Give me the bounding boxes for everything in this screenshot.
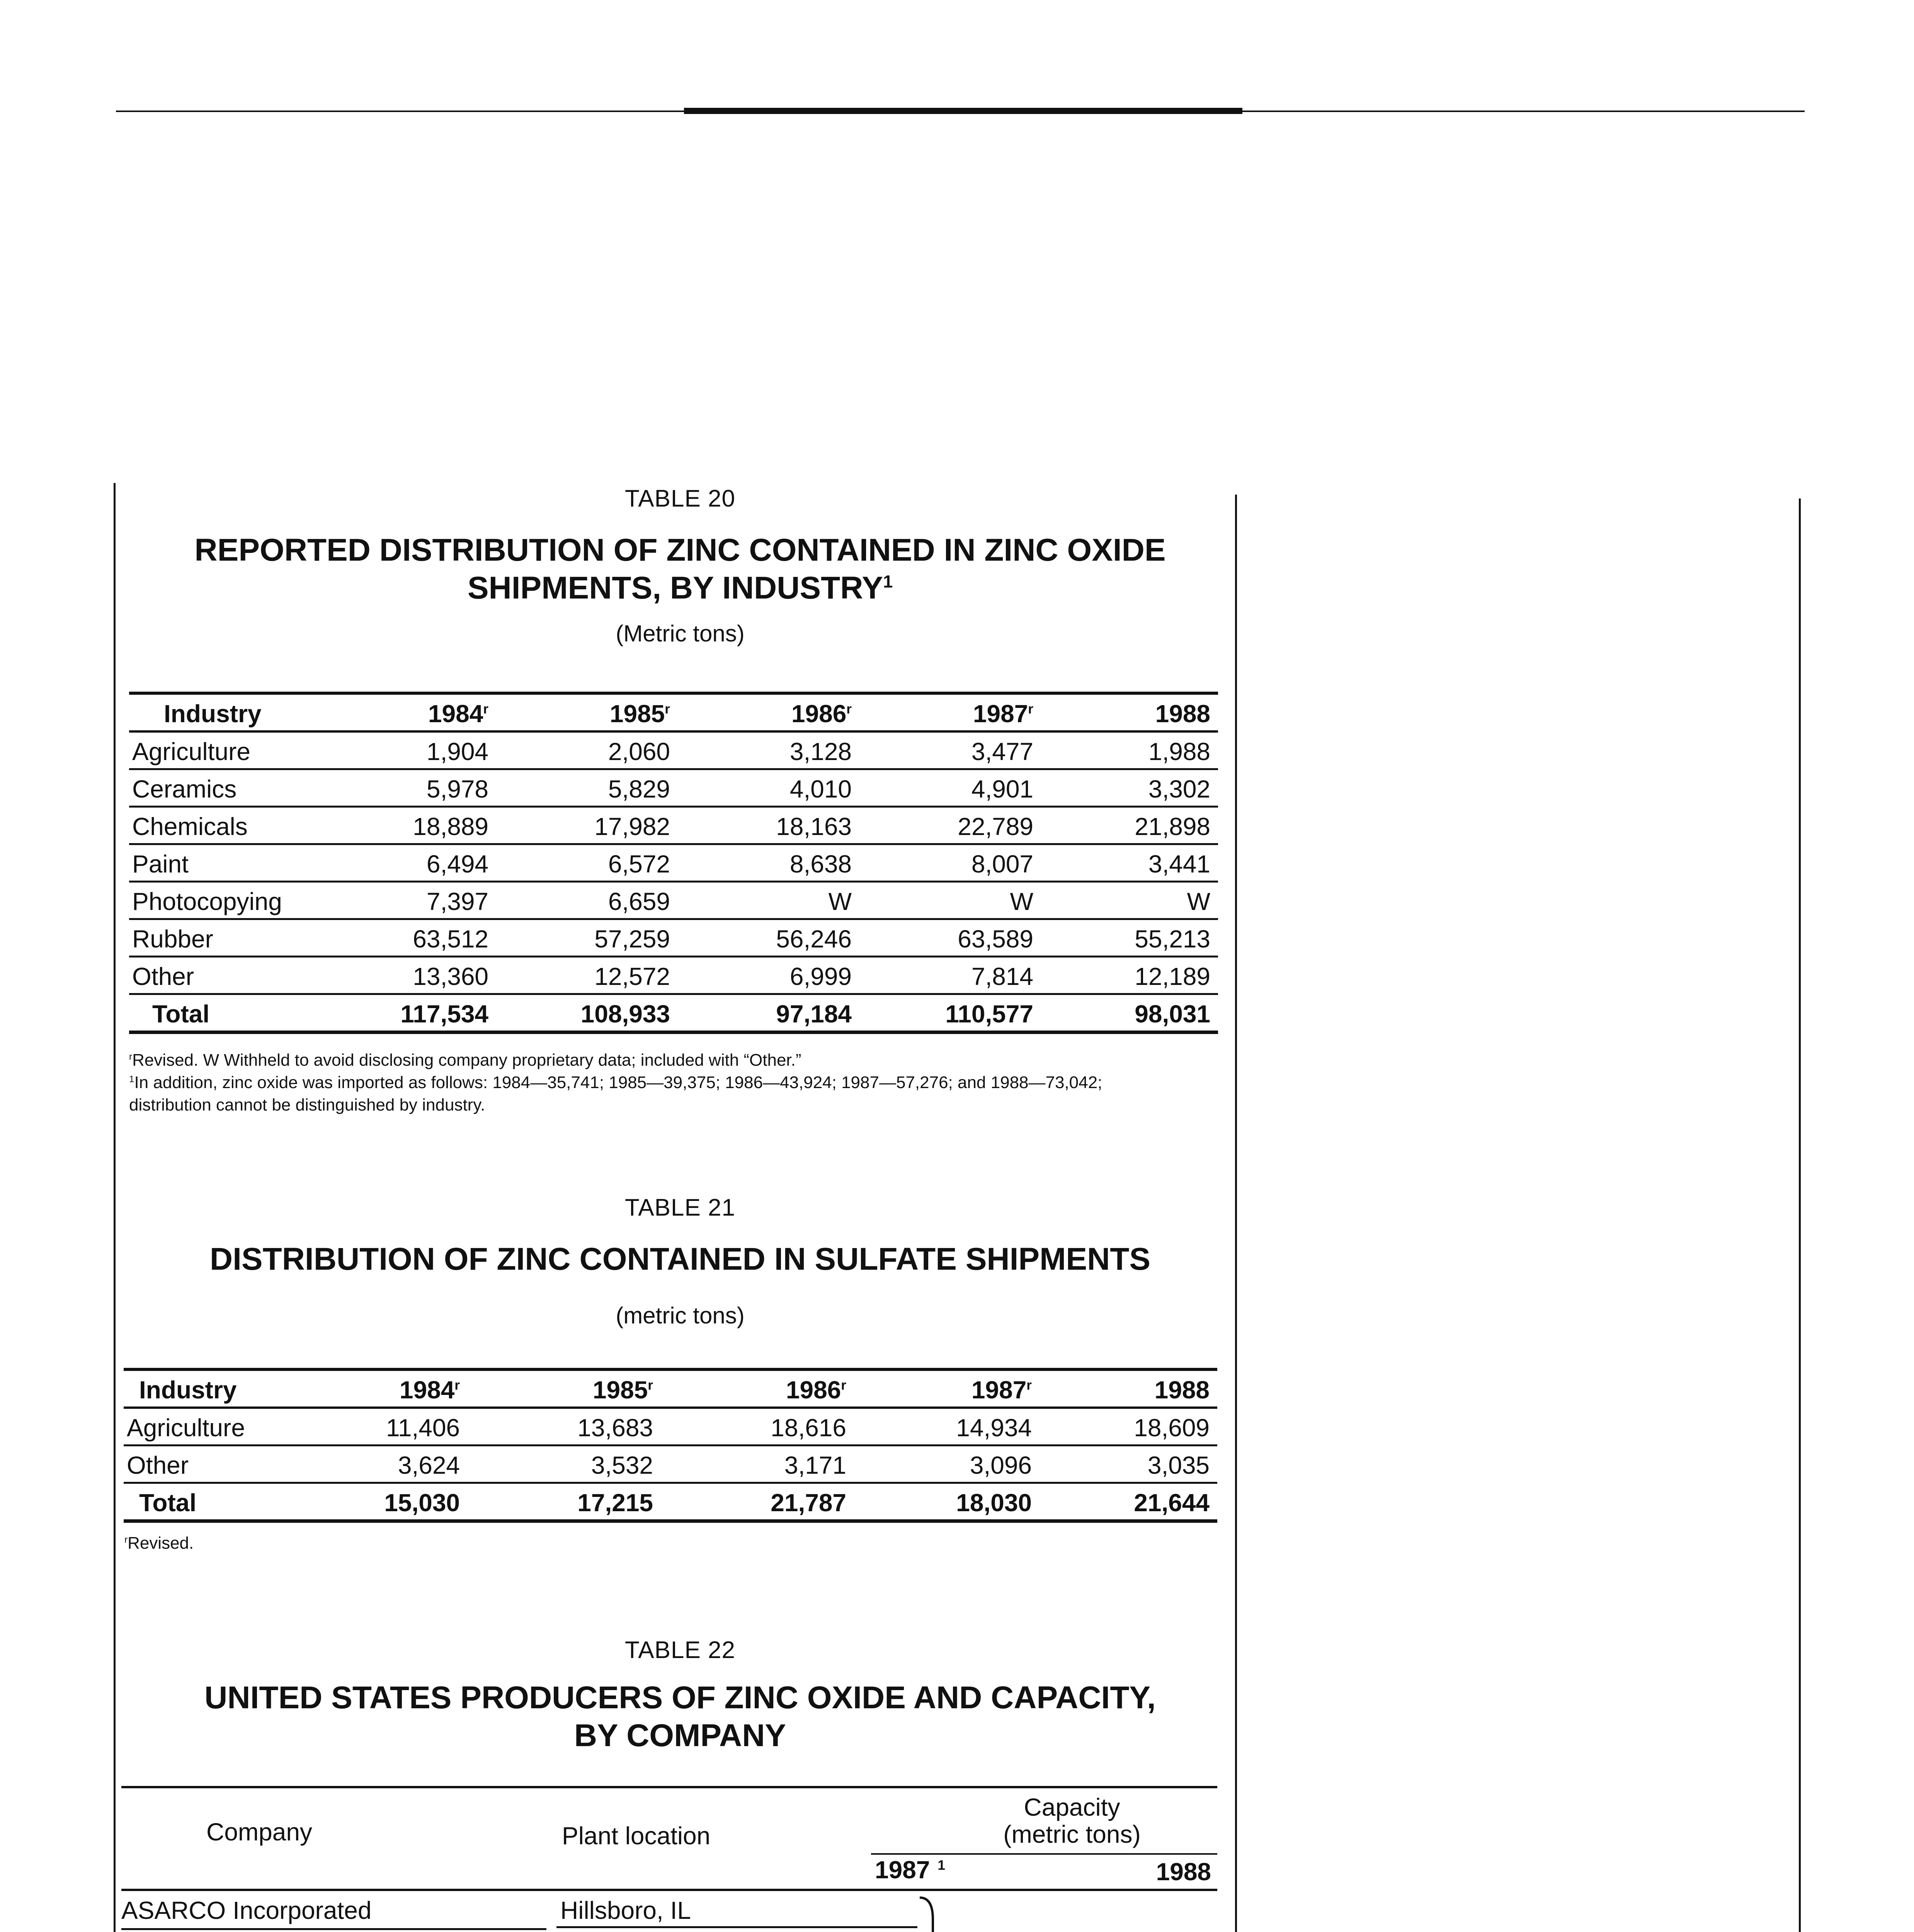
table21-header-industry: Industry	[124, 1369, 286, 1408]
table-row: Other 3,624 3,532 3,171 3,096 3,035	[124, 1446, 1217, 1483]
table20-subtitle: (Metric tons)	[616, 621, 745, 646]
table20-header-1984: 1984$^r$	[311, 693, 496, 731]
table22-header-location: Plant location	[562, 1822, 711, 1850]
table20-title: REPORTED DISTRIBUTION OF ZINC CONTAINED IN ZINC OXIDE SHIPMENTS, BY INDUSTRY$^1$	[194, 532, 1166, 605]
header-rule-bold	[684, 108, 1242, 114]
table22-top-rule	[121, 1786, 1217, 1788]
table-row: Chemicals 18,889 17,982 18,163 22,789 21,898	[129, 807, 1218, 844]
table20-header-1986: 1986$^r$	[678, 693, 859, 731]
table20-footnotes	[129, 1049, 1223, 1116]
table21-note-revised: $^r$Revised.	[124, 1534, 194, 1553]
table20-header-industry: Industry	[129, 693, 311, 731]
table20-header-1987: 1987$^r$	[859, 693, 1041, 731]
table-row: Other 13,360 12,572 6,999 7,814 12,189	[129, 957, 1218, 994]
table21-title: DISTRIBUTION OF ZINC CONTAINED IN SULFATE SHIPMENTS	[209, 1242, 1151, 1277]
table22: Company Plant location Capacity (metric tons) 1987 $^1$ 1988 ASARCO Incorporated Hillsboro, IL	[121, 1786, 1217, 1932]
table22-caption: TABLE 22	[624, 1637, 735, 1663]
left-column-rule	[114, 483, 116, 1932]
table21-header-row	[124, 1369, 1217, 1408]
table20-note-1-cont: distribution cannot be distinguished by industry.	[129, 1095, 485, 1114]
table21	[124, 1368, 1217, 1523]
right-brace-icon	[918, 1896, 945, 1932]
right-column-rule	[1799, 498, 1801, 1932]
table21-caption: TABLE 21	[624, 1194, 735, 1221]
table22-capacity-rule	[871, 1853, 1217, 1855]
table-row: Photocopying 7,397 6,659 W W W	[129, 882, 1218, 919]
table22-header-company: Company	[206, 1818, 312, 1846]
table-row: Paint 6,494 6,572 8,638 8,007 3,441	[129, 844, 1218, 882]
table22-title: UNITED STATES PRODUCERS OF ZINC OXIDE AND CAPACITY, BY COMPANY	[204, 1680, 1156, 1753]
table22-header-1987: 1987 $^1$	[875, 1856, 945, 1884]
table20	[129, 692, 1218, 1034]
table-row: Agriculture 1,904 2,060 3,128 3,477 1,988	[129, 731, 1218, 769]
table20-note-revised: $^r$Revised. W Withheld to avoid disclosing company proprietary data; included with “Other.”	[129, 1051, 801, 1070]
table21-header-1988: 1988	[1040, 1369, 1217, 1408]
center-column-rule	[1235, 495, 1237, 1932]
table21-subtitle: (metric tons)	[616, 1303, 745, 1328]
table20-note-1: $^1$In addition, zinc oxide was imported as follows: 1984—35,741; 1985—39,375; 1986—43,924; 1987—57,276; and 1988—73,042;	[129, 1073, 1102, 1092]
table21-header-1985: 1985$^r$	[468, 1369, 661, 1408]
table-row: Agriculture 11,406 13,683 18,616 14,934 18,609	[124, 1408, 1217, 1446]
table-row: Ceramics 5,978 5,829 4,010 4,901 3,302	[129, 769, 1218, 807]
table21-header-1987: 1987$^r$	[854, 1369, 1040, 1408]
table21-total-row: Total 15,030 17,215 21,787 18,030 21,644	[124, 1483, 1217, 1521]
table20-total-row: Total 117,534 108,933 97,184 110,577 98,031	[129, 994, 1218, 1032]
table21-header-1986: 1986$^r$	[661, 1369, 854, 1408]
table22-header-1988: 1988	[1156, 1858, 1211, 1886]
table20-header-1985: 1985$^r$	[496, 693, 678, 731]
table-row: Rubber 63,512 57,259 56,246 63,589 55,213	[129, 919, 1218, 957]
table20-caption: TABLE 20	[624, 485, 735, 512]
table21-header-1984: 1984$^r$	[286, 1369, 468, 1408]
table20-header-row	[129, 693, 1218, 731]
table22-header-capacity: Capacity (metric tons)	[1003, 1793, 1141, 1848]
table20-header-1988: 1988	[1041, 693, 1218, 731]
table21-footnotes	[124, 1532, 1218, 1554]
